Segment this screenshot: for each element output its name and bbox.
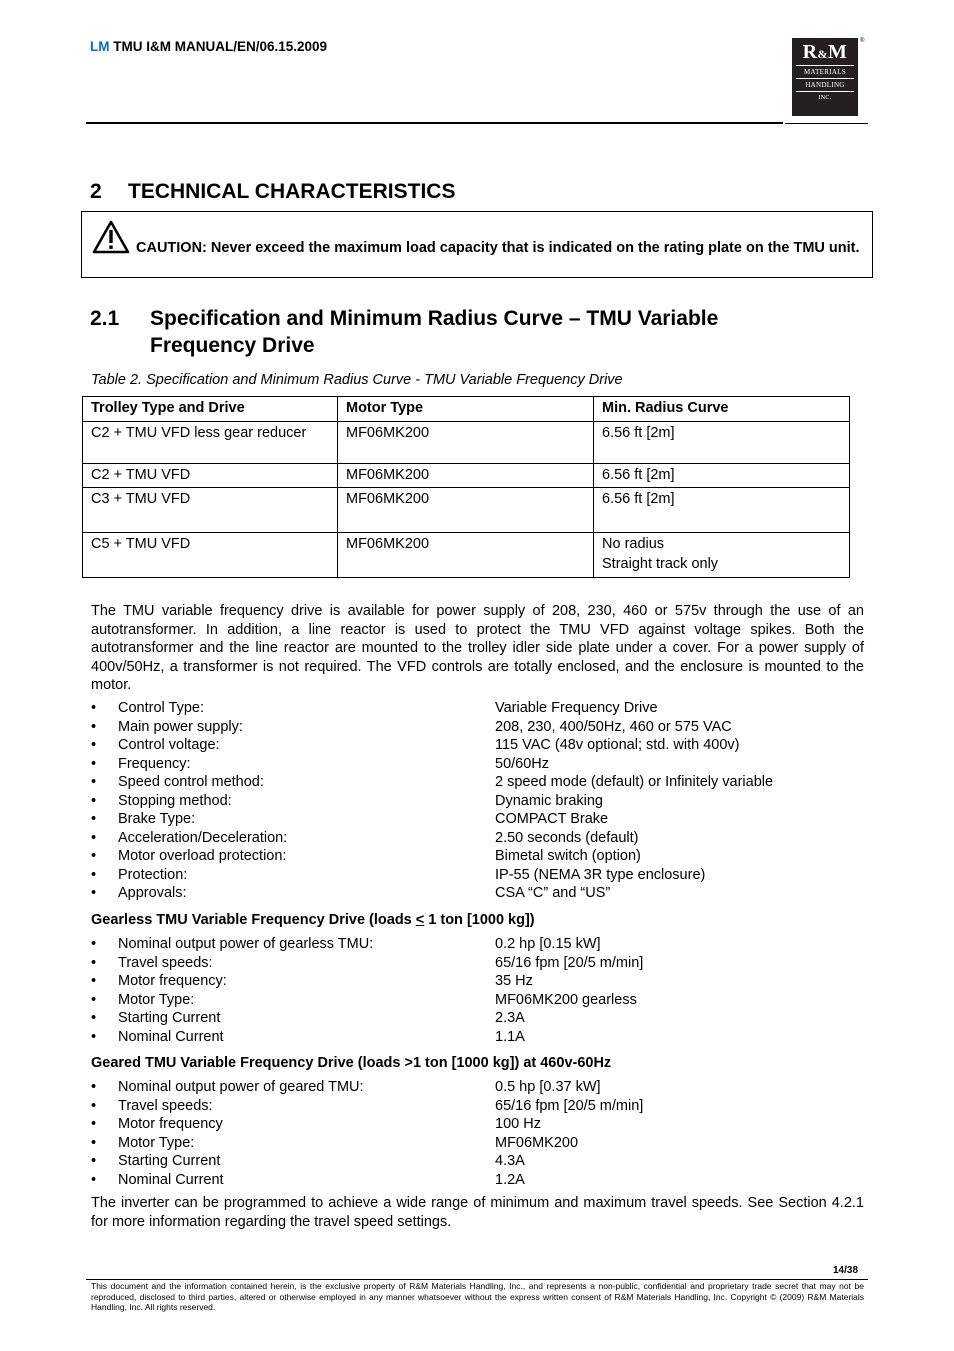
spec-label: Travel speeds: bbox=[118, 954, 213, 971]
spec-value: 2.3A bbox=[495, 1010, 525, 1026]
spec-list-item bbox=[91, 1097, 864, 1116]
spec-label: Motor frequency bbox=[118, 1116, 223, 1132]
spec-value: 0.2 hp [0.15 kW] bbox=[495, 936, 601, 952]
company-logo: R&M MATERIALS HANDLING INC. bbox=[792, 38, 858, 116]
document-header-title bbox=[90, 39, 327, 54]
spec-list-item bbox=[91, 792, 864, 811]
section-heading bbox=[90, 180, 455, 204]
spec-label: Travel speeds: bbox=[118, 1097, 213, 1114]
gearless-heading: Gearless TMU Variable Frequency Drive (loads < 1 ton [1000 kg]) bbox=[91, 912, 535, 928]
closing-paragraph: The inverter can be programmed to achieve a wide range of minimum and maximum travel speeds. See Section 4.2.1 for more information regarding the travel speed settings. bbox=[91, 1195, 864, 1230]
bullet-icon: • bbox=[91, 885, 97, 901]
cell-motor: MF06MK200 bbox=[338, 421, 594, 463]
cell-trolley: C5 + TMU VFD bbox=[83, 533, 338, 578]
footer-divider bbox=[86, 1279, 868, 1280]
spec-list-item bbox=[91, 1134, 864, 1153]
logo-line-inc: INC. bbox=[796, 91, 854, 104]
bullet-icon: • bbox=[91, 1153, 97, 1169]
section-number: 2 bbox=[90, 180, 102, 203]
spec-label: Starting Current bbox=[118, 1010, 221, 1026]
column-header-motor: Motor Type bbox=[338, 397, 594, 422]
bullet-icon: • bbox=[91, 829, 97, 846]
registered-mark: ® bbox=[860, 38, 865, 44]
spec-list-item bbox=[91, 972, 864, 991]
spec-list-item bbox=[91, 755, 864, 774]
bullet-icon: • bbox=[91, 1010, 97, 1026]
cell-trolley: C2 + TMU VFD less gear reducer bbox=[83, 421, 338, 463]
spec-value: 100 Hz bbox=[495, 1116, 541, 1132]
cell-motor: MF06MK200 bbox=[338, 533, 594, 578]
spec-list-item bbox=[91, 884, 864, 903]
bullet-icon: • bbox=[91, 755, 97, 772]
spec-list-item bbox=[91, 954, 864, 973]
bullet-icon: • bbox=[91, 866, 97, 883]
warning-icon bbox=[92, 220, 130, 254]
spec-value: 2.50 seconds (default) bbox=[495, 829, 639, 846]
bullet-icon: • bbox=[91, 811, 97, 827]
spec-table bbox=[82, 396, 850, 578]
cell-radius: 6.56 ft [2m] bbox=[594, 421, 850, 463]
section-title: TECHNICAL CHARACTERISTICS bbox=[128, 180, 456, 203]
spec-value: Variable Frequency Drive bbox=[495, 700, 658, 716]
subsection-heading bbox=[90, 306, 800, 359]
header-title-text: TMU I&M MANUAL/EN/06.15.2009 bbox=[113, 39, 328, 54]
bullet-icon: • bbox=[91, 1116, 97, 1132]
header-divider-short bbox=[785, 123, 868, 124]
spec-value: COMPACT Brake bbox=[495, 811, 609, 827]
cell-trolley: C2 + TMU VFD bbox=[83, 463, 338, 488]
cell-radius-line2: Straight track only bbox=[602, 555, 719, 572]
cell-radius-line1: No radius bbox=[602, 536, 665, 552]
table-row bbox=[83, 488, 850, 533]
spec-label: Motor Type: bbox=[118, 1134, 195, 1151]
page-number: 14/38 bbox=[833, 1265, 859, 1276]
spec-label: Frequency: bbox=[118, 755, 191, 772]
bullet-icon: • bbox=[91, 848, 97, 864]
subsection-number: 2.1 bbox=[90, 307, 120, 330]
spec-value: Bimetal switch (option) bbox=[495, 848, 641, 864]
spec-list-item bbox=[91, 991, 864, 1010]
spec-value: Dynamic braking bbox=[495, 792, 603, 809]
spec-label: Stopping method: bbox=[118, 792, 232, 809]
spec-list-item bbox=[91, 1009, 864, 1028]
spec-value: MF06MK200 gearless bbox=[495, 991, 637, 1008]
logo-line-materials: MATERIALS bbox=[796, 65, 854, 78]
bullet-icon: • bbox=[91, 774, 97, 790]
spec-value: 65/16 fpm [20/5 m/min] bbox=[495, 954, 644, 971]
spec-list-item bbox=[91, 829, 864, 848]
spec-list-item bbox=[91, 773, 864, 792]
bullet-icon: • bbox=[91, 1028, 97, 1045]
cell-trolley: C3 + TMU VFD bbox=[83, 488, 338, 533]
bullet-icon: • bbox=[91, 1171, 97, 1188]
bullet-icon: • bbox=[91, 1097, 97, 1114]
spec-value: 35 Hz bbox=[495, 973, 533, 989]
spec-label: Main power supply: bbox=[118, 718, 243, 735]
spec-value: 208, 230, 400/50Hz, 460 or 575 VAC bbox=[495, 718, 732, 735]
spec-value: 65/16 fpm [20/5 m/min] bbox=[495, 1097, 644, 1114]
spec-value: CSA “C” and “US” bbox=[495, 885, 611, 901]
spec-value: 50/60Hz bbox=[495, 755, 550, 772]
spec-list-item bbox=[91, 1078, 864, 1097]
bullet-icon: • bbox=[91, 991, 97, 1008]
spec-list-item bbox=[91, 718, 864, 737]
subsection-title: Specification and Minimum Radius Curve – TMU Variable Frequency Drive bbox=[150, 307, 719, 357]
bullet-icon: • bbox=[91, 718, 97, 735]
logo-line-handling: HANDLING bbox=[796, 78, 854, 91]
spec-label: Nominal Current bbox=[118, 1171, 224, 1188]
spec-label: Motor frequency: bbox=[118, 973, 227, 989]
spec-label: Control Type: bbox=[118, 700, 204, 716]
spec-label: Nominal output power of gearless TMU: bbox=[118, 936, 374, 952]
spec-value: 2 speed mode (default) or Infinitely variable bbox=[495, 774, 774, 790]
header-divider bbox=[86, 122, 783, 124]
bullet-icon: • bbox=[91, 700, 97, 716]
bullet-icon: • bbox=[91, 792, 97, 809]
spec-label: Nominal output power of geared TMU: bbox=[118, 1079, 364, 1095]
spec-value: IP-55 (NEMA 3R type enclosure) bbox=[495, 866, 706, 883]
intro-paragraph: The TMU variable frequency drive is available for power supply of 208, 230, 460 or 575v through the use of an autotransformer. In addition, a line reactor is used to protect the TMU VFD against voltage spikes. Both the autotransformer and the line reactor are mounted to the trolley idler side plate under a cover. For a power supply of 400v/50Hz, a transformer is not required. The VFD controls are totally enclosed, and the enclosure is mounted to the motor. bbox=[91, 603, 864, 693]
spec-label: Brake Type: bbox=[118, 811, 196, 827]
spec-label: Approvals: bbox=[118, 885, 187, 901]
spec-list-item bbox=[91, 1115, 864, 1134]
cell-motor: MF06MK200 bbox=[338, 488, 594, 533]
table-row bbox=[83, 421, 850, 463]
spec-list-item bbox=[91, 810, 864, 829]
table-row bbox=[83, 463, 850, 488]
spec-list-item bbox=[91, 847, 864, 866]
spec-list-item bbox=[91, 1171, 864, 1190]
header-prefix: LM bbox=[90, 39, 110, 54]
cell-radius bbox=[594, 533, 850, 578]
bullet-icon: • bbox=[91, 973, 97, 989]
spec-value: MF06MK200 bbox=[495, 1134, 579, 1151]
spec-list-item bbox=[91, 1028, 864, 1047]
spec-value: 1.1A bbox=[495, 1028, 525, 1045]
bullet-icon: • bbox=[91, 1134, 97, 1151]
bullet-icon: • bbox=[91, 1079, 97, 1095]
spec-value: 115 VAC (48v optional; std. with 400v) bbox=[495, 737, 740, 753]
bullet-icon: • bbox=[91, 954, 97, 971]
spec-list-item bbox=[91, 699, 864, 718]
cell-motor: MF06MK200 bbox=[338, 463, 594, 488]
caution-text: CAUTION: Never exceed the maximum load capacity that is indicated on the rating plate on the TMU unit. bbox=[136, 240, 860, 256]
spec-label: Speed control method: bbox=[118, 774, 264, 790]
caution-box bbox=[81, 211, 873, 278]
spec-value: 4.3A bbox=[495, 1153, 525, 1169]
spec-list-item bbox=[91, 866, 864, 885]
footer-disclaimer: This document and the information contained herein, is the exclusive property of R&M Materials Handling, Inc., and represents a non-public, confidential and proprietary trade secret that may not be reproduced, disclosed to third parties, altered or otherwise employed in any manner whatsoever without the express written consent of R&M Materials Handling, Inc. Copyright © (2009) R&M Materials Handling, Inc. All rights reserved. bbox=[91, 1281, 864, 1313]
table-header-row bbox=[83, 397, 850, 422]
spec-label: Control voltage: bbox=[118, 737, 220, 753]
cell-radius: 6.56 ft [2m] bbox=[594, 463, 850, 488]
spec-list-item bbox=[91, 736, 864, 755]
column-header-trolley: Trolley Type and Drive bbox=[83, 397, 338, 422]
table-caption: Table 2. Specification and Minimum Radius Curve - TMU Variable Frequency Drive bbox=[91, 372, 623, 388]
spec-label: Starting Current bbox=[118, 1153, 221, 1169]
table-row bbox=[83, 533, 850, 578]
spec-list-item bbox=[91, 935, 864, 954]
geared-heading: Geared TMU Variable Frequency Drive (loads >1 ton [1000 kg]) at 460v-60Hz bbox=[91, 1055, 612, 1071]
spec-label: Protection: bbox=[118, 866, 188, 883]
spec-label: Acceleration/Deceleration: bbox=[118, 829, 288, 846]
bullet-icon: • bbox=[91, 737, 97, 753]
spec-value: 0.5 hp [0.37 kW] bbox=[495, 1079, 601, 1095]
spec-label: Nominal Current bbox=[118, 1028, 224, 1045]
spec-label: Motor overload protection: bbox=[118, 848, 287, 864]
spec-value: 1.2A bbox=[495, 1171, 525, 1188]
bullet-icon: • bbox=[91, 936, 97, 952]
spec-label: Motor Type: bbox=[118, 991, 195, 1008]
column-header-radius: Min. Radius Curve bbox=[594, 397, 850, 422]
spec-list-item bbox=[91, 1152, 864, 1171]
less-equal-symbol: < bbox=[415, 912, 425, 928]
cell-radius: 6.56 ft [2m] bbox=[594, 488, 850, 533]
